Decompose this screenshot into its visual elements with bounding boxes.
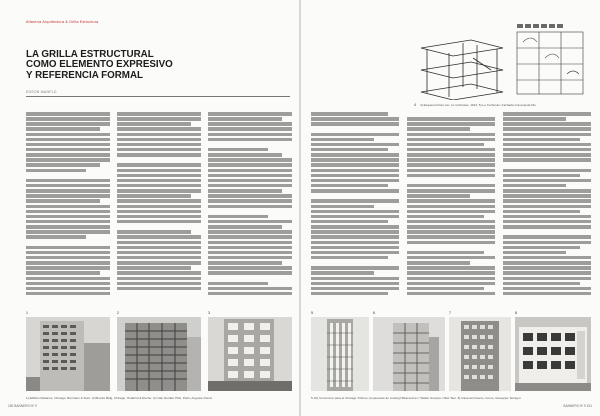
body-text-line	[26, 163, 100, 167]
body-text-line	[208, 179, 292, 183]
body-text-line	[117, 251, 201, 255]
body-text-line	[117, 153, 201, 157]
body-text-line	[208, 251, 292, 255]
body-column-1	[26, 112, 110, 300]
body-text-line	[407, 117, 495, 121]
body-text-line	[208, 210, 292, 214]
body-text-line	[503, 287, 591, 291]
photo-reliance-building	[26, 317, 110, 391]
title-line: Y REFERENCIA FORMAL	[26, 69, 144, 81]
photo-perret-building	[208, 317, 292, 391]
body-text-line	[26, 158, 110, 162]
body-text-line	[407, 169, 495, 173]
body-text-line	[407, 148, 495, 152]
body-text-line	[208, 225, 282, 229]
body-text-line	[503, 292, 591, 296]
body-text-line	[117, 246, 201, 250]
body-text-line	[311, 127, 399, 131]
right-page	[301, 0, 600, 416]
body-text-line	[503, 153, 591, 157]
body-text-line	[311, 158, 399, 162]
body-text-line	[311, 210, 399, 214]
body-text-line	[503, 163, 591, 167]
body-text-line	[503, 148, 591, 152]
body-text-line	[503, 230, 591, 234]
body-text-line	[311, 241, 399, 245]
body-text-line	[311, 133, 399, 137]
body-text-line	[503, 127, 591, 131]
body-text-line	[208, 133, 292, 137]
body-text-line	[503, 184, 566, 188]
body-text-line	[208, 153, 282, 157]
body-text-line	[117, 163, 201, 167]
body-text-line	[26, 112, 110, 116]
body-text-line	[117, 189, 201, 193]
body-text-line	[26, 122, 110, 126]
body-text-line	[407, 225, 495, 229]
body-text-line	[117, 256, 201, 260]
body-text-line	[311, 271, 374, 275]
body-text-line	[117, 205, 201, 209]
body-text-line	[503, 194, 591, 198]
body-text-line	[503, 220, 591, 224]
body-text-line	[503, 251, 566, 255]
body-text-line	[26, 225, 110, 229]
figure-number: 4	[414, 103, 416, 107]
body-text-line	[407, 205, 495, 209]
body-text-line	[503, 169, 591, 173]
body-text-line	[311, 143, 399, 147]
body-text-line	[208, 143, 292, 147]
body-text-line	[311, 205, 374, 209]
body-text-line	[311, 122, 399, 126]
body-text-line	[26, 230, 110, 234]
body-text-line	[407, 251, 484, 255]
body-text-line	[407, 210, 495, 214]
body-text-line	[117, 215, 201, 219]
title-rule	[26, 96, 290, 97]
title-line: COMO ELEMENTO EXPRESIVO	[26, 59, 173, 71]
title-line: LA GRILLA ESTRUCTURAL	[26, 49, 154, 60]
body-text-line	[117, 174, 201, 178]
body-text-line	[26, 205, 110, 209]
author-byline: EDSON MANFLO	[26, 90, 57, 94]
body-text-line	[26, 138, 110, 142]
body-text-line	[26, 143, 110, 147]
body-text-line	[503, 256, 591, 260]
body-text-line	[26, 148, 110, 152]
body-text-line	[311, 184, 388, 188]
figure-caption: 5-10) Concursos para el Chicago Tribune: propuestas de Ludwig Hilberseimer / Walter Gropius / Max Taut. 8) Casa del Fascio, Como, Giuseppe Terragni.	[311, 396, 522, 400]
body-text-line	[26, 133, 110, 137]
body-text-line	[311, 230, 399, 234]
body-text-line	[503, 133, 591, 137]
body-text-line	[117, 184, 201, 188]
body-text-line	[26, 287, 110, 291]
body-text-line	[26, 220, 110, 224]
body-text-line	[208, 194, 292, 198]
body-text-line	[26, 241, 110, 245]
body-text-line	[117, 277, 201, 281]
body-column-2	[117, 112, 201, 300]
figure-number: 8	[515, 311, 517, 315]
body-text-line	[503, 189, 591, 193]
article-title	[26, 50, 186, 81]
body-text-line	[503, 199, 591, 203]
body-text-line	[26, 127, 100, 131]
top-figure-caption: 4) Esquema Dom-ino, Le Corbusier, 1914. 5) Le Corbusier, Fachada Compuesta Dio	[420, 103, 536, 107]
body-text-line	[311, 189, 399, 193]
body-text-line	[117, 127, 201, 131]
body-text-line	[311, 251, 399, 255]
body-text-line	[26, 153, 110, 157]
figure-number: 5	[311, 311, 313, 315]
photo-tribune-tower	[311, 317, 369, 391]
body-text-line	[503, 215, 591, 219]
body-text-line	[26, 261, 110, 265]
body-text-line	[407, 194, 470, 198]
body-text-line	[117, 230, 191, 234]
body-text-line	[117, 133, 201, 137]
body-text-line	[208, 163, 292, 167]
body-text-line	[26, 282, 110, 286]
body-text-line	[503, 117, 566, 121]
body-text-line	[208, 292, 292, 296]
body-column-4	[311, 112, 399, 300]
body-text-line	[117, 158, 201, 162]
body-text-line	[407, 133, 495, 137]
body-text-line	[26, 215, 110, 219]
body-text-line	[26, 266, 110, 270]
body-text-line	[208, 241, 292, 245]
body-text-line	[407, 271, 495, 275]
body-text-line	[208, 220, 292, 224]
body-text-line	[208, 271, 292, 275]
body-text-line	[26, 246, 110, 250]
body-text-line	[503, 235, 591, 239]
body-text-line	[117, 117, 201, 121]
body-text-line	[503, 271, 591, 275]
body-text-line	[26, 179, 110, 183]
body-text-line	[208, 169, 292, 173]
body-text-line	[407, 158, 495, 162]
body-text-line	[407, 184, 495, 188]
body-text-line	[117, 210, 201, 214]
body-text-line	[311, 117, 399, 121]
body-text-line	[117, 194, 191, 198]
body-text-line	[407, 163, 495, 167]
body-text-line	[208, 122, 292, 126]
body-text-line	[26, 117, 110, 121]
body-text-line	[117, 261, 201, 265]
body-text-line	[311, 199, 399, 203]
body-text-line	[407, 282, 495, 286]
body-text-line	[407, 138, 495, 142]
body-text-line	[503, 138, 580, 142]
body-text-line	[311, 282, 399, 286]
body-text-line	[407, 246, 495, 250]
body-text-line	[26, 194, 110, 198]
body-text-line	[311, 215, 399, 219]
body-text-line	[407, 277, 495, 281]
body-text-line	[26, 277, 110, 281]
body-text-line	[26, 235, 86, 239]
body-text-line	[208, 246, 292, 250]
body-text-line	[117, 271, 201, 275]
body-text-line	[208, 215, 268, 219]
figure-number: 1	[26, 311, 28, 315]
body-text-line	[311, 138, 374, 142]
body-column-3	[208, 112, 292, 300]
body-text-line	[407, 261, 470, 265]
body-text-line	[311, 246, 399, 250]
body-text-line	[503, 266, 591, 270]
body-text-line	[503, 174, 580, 178]
body-text-line	[208, 199, 292, 203]
body-text-line	[208, 235, 292, 239]
body-text-line	[208, 127, 292, 131]
body-text-line	[311, 277, 399, 281]
body-text-line	[26, 271, 100, 275]
body-text-line	[117, 138, 201, 142]
body-text-line	[117, 241, 201, 245]
body-text-line	[117, 112, 201, 116]
body-text-line	[208, 261, 282, 265]
body-text-line	[407, 153, 495, 157]
body-text-line	[503, 179, 591, 183]
body-text-line	[208, 287, 292, 291]
body-text-line	[407, 174, 495, 178]
body-text-line	[503, 112, 591, 116]
body-text-line	[208, 148, 268, 152]
body-text-line	[26, 251, 110, 255]
body-text-line	[208, 184, 292, 188]
body-text-line	[208, 282, 268, 286]
body-text-line	[503, 205, 591, 209]
figure-number: 3	[208, 311, 210, 315]
body-text-line	[407, 220, 495, 224]
photo-brooks-building	[117, 317, 201, 391]
body-text-line	[117, 235, 201, 239]
body-text-line	[311, 112, 388, 116]
body-text-line	[208, 158, 292, 162]
body-text-line	[26, 174, 110, 178]
body-text-line	[26, 169, 86, 173]
body-text-line	[311, 163, 399, 167]
figure-number: 6	[373, 311, 375, 315]
body-text-line	[311, 225, 399, 229]
body-text-line	[503, 277, 591, 281]
photo-casa-del-fascio	[515, 317, 591, 391]
body-text-line	[26, 292, 110, 296]
body-text-line	[117, 169, 201, 173]
body-text-line	[407, 241, 495, 245]
body-text-line	[208, 138, 292, 142]
body-text-line	[311, 256, 388, 260]
body-text-line	[26, 189, 110, 193]
body-text-line	[117, 266, 191, 270]
body-text-line	[26, 199, 100, 203]
body-column-5	[407, 112, 495, 300]
body-text-line	[208, 117, 282, 121]
body-text-line	[117, 148, 201, 152]
body-text-line	[117, 282, 201, 286]
body-text-line	[311, 235, 399, 239]
figure-number: 2	[117, 311, 119, 315]
page-folio: BANNERS Nº 9 151	[563, 404, 592, 408]
left-page	[0, 0, 299, 416]
body-text-line	[503, 122, 591, 126]
body-text-line	[208, 112, 292, 116]
body-column-6	[503, 112, 591, 300]
body-text-line	[503, 225, 591, 229]
body-text-line	[503, 246, 580, 250]
photo-gropius-tower	[373, 317, 445, 391]
body-text-line	[208, 205, 292, 209]
body-text-line	[407, 230, 495, 234]
body-text-line	[503, 241, 591, 245]
body-text-line	[407, 256, 495, 260]
figure-caption: 1) Edificio Reliance, Chicago, Burnham & Root. 2) Brooks Bldg, Chicago, Holabird & Roche. 3) Cafe Nordfer Hilts, Paris, Auguste Perret.	[26, 396, 213, 400]
body-text-line	[407, 215, 484, 219]
body-text-line	[503, 210, 580, 214]
body-text-line	[26, 184, 110, 188]
body-text-line	[208, 189, 282, 193]
body-text-line	[208, 277, 292, 281]
body-text-line	[407, 112, 495, 116]
body-text-line	[117, 143, 201, 147]
body-text-line	[26, 210, 110, 214]
body-text-line	[311, 287, 399, 291]
page-folio: 150 BANNERS Nº 9	[8, 404, 37, 408]
body-text-line	[26, 256, 110, 260]
body-text-line	[208, 174, 292, 178]
body-text-line	[407, 143, 484, 147]
body-text-line	[407, 287, 484, 291]
body-text-line	[117, 220, 201, 224]
body-text-line	[311, 148, 388, 152]
body-text-line	[407, 122, 495, 126]
body-text-line	[117, 292, 201, 296]
body-text-line	[311, 194, 399, 198]
body-text-line	[208, 266, 292, 270]
body-text-line	[407, 189, 495, 193]
body-text-line	[407, 292, 495, 296]
dom-ino-drawing	[413, 18, 591, 100]
body-text-line	[407, 179, 495, 183]
body-text-line	[311, 169, 399, 173]
body-text-line	[407, 235, 495, 239]
body-text-line	[407, 127, 470, 131]
body-text-line	[311, 220, 388, 224]
body-text-line	[503, 143, 591, 147]
body-text-line	[503, 158, 591, 162]
body-text-line	[503, 282, 580, 286]
figure-number: 7	[449, 311, 451, 315]
section-kicker: Alfarería Arquitectura & Grilla Estructura	[26, 20, 99, 24]
photo-taut-tower	[449, 317, 511, 391]
body-text-line	[208, 256, 292, 260]
body-text-line	[117, 287, 201, 291]
body-text-line	[311, 174, 399, 178]
body-text-line	[407, 199, 495, 203]
body-text-line	[311, 179, 399, 183]
body-text-line	[117, 225, 201, 229]
body-text-line	[311, 292, 388, 296]
body-text-line	[208, 230, 292, 234]
body-text-line	[117, 199, 201, 203]
body-text-line	[311, 266, 399, 270]
body-text-line	[117, 179, 201, 183]
body-text-line	[311, 261, 399, 265]
body-text-line	[407, 266, 495, 270]
body-text-line	[117, 122, 191, 126]
body-text-line	[311, 153, 399, 157]
body-text-line	[503, 261, 591, 265]
